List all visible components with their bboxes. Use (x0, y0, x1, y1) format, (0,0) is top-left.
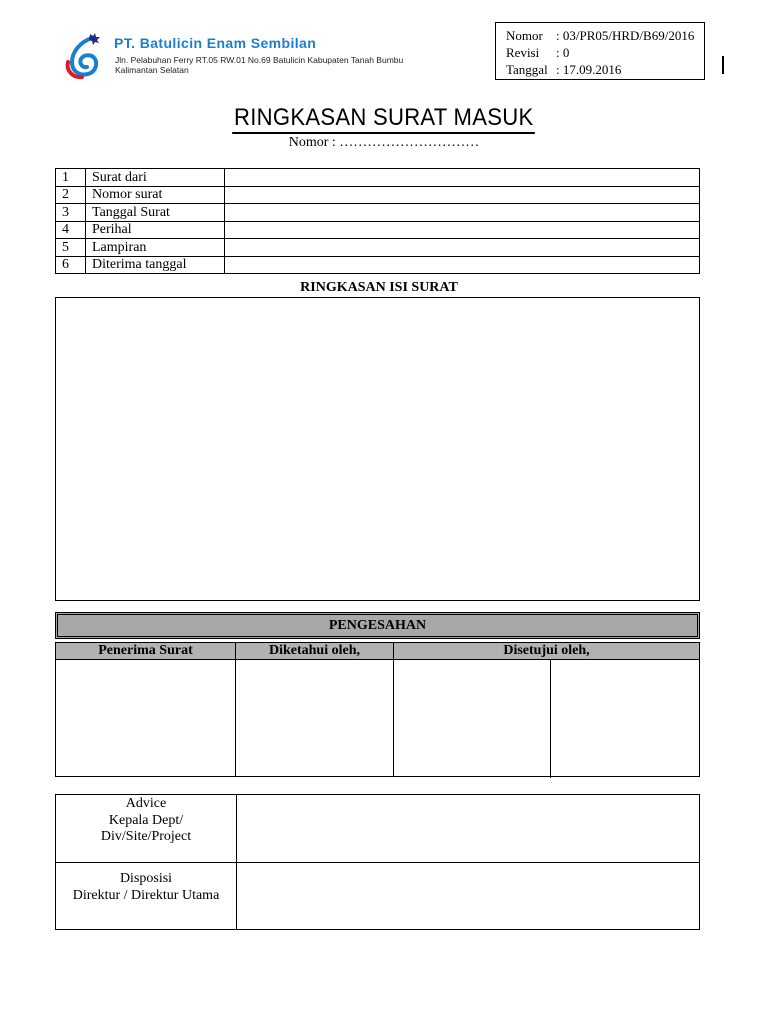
disposition-input-cell[interactable] (237, 863, 699, 929)
advice-label-line: Advice (125, 796, 167, 811)
company-address (115, 55, 445, 75)
row-number: 5 (56, 239, 86, 257)
signature-cell-disetujui-2[interactable] (551, 661, 699, 776)
company-name: PT. Batulicin Enam Sembilan (114, 35, 317, 51)
row-number: 2 (56, 186, 86, 204)
doc-info-row-revisi (506, 44, 704, 61)
column-header-diketahui: Diketahui oleh, (236, 643, 393, 660)
disposition-label-line: Direktur / Direktur Utama (72, 887, 220, 903)
summary-text-area[interactable] (55, 297, 700, 601)
signature-cell-disetujui-1[interactable] (394, 661, 550, 776)
table-row (56, 221, 700, 239)
doc-info-value: : 0 (556, 45, 570, 60)
table-row (56, 239, 700, 257)
field-label: Lampiran (86, 239, 225, 257)
signature-cell-penerima[interactable] (56, 661, 235, 776)
form-number-line: Nomor : ………………………… (288, 135, 480, 150)
address-line-2: Kalimantan Selatan (115, 65, 189, 75)
approval-table (55, 642, 700, 777)
row-number: 1 (56, 169, 86, 187)
row-number: 3 (56, 204, 86, 222)
document-info-box (495, 22, 705, 80)
field-value-perihal[interactable] (225, 221, 700, 239)
signature-cell-diketahui[interactable] (236, 661, 393, 776)
advice-disposition-table (55, 794, 700, 930)
advice-label-line: Div/Site/Project (100, 829, 192, 844)
field-label: Surat dari (86, 169, 225, 187)
company-logo-icon (62, 32, 104, 80)
doc-info-row-tanggal (506, 61, 704, 78)
advice-label (56, 796, 236, 846)
column-header-disetujui: Disetujui oleh, (394, 643, 699, 660)
doc-info-row-nomor (506, 27, 704, 44)
form-title-text: RINGKASAN SURAT MASUK (232, 104, 535, 134)
table-row (56, 204, 700, 222)
form-title (0, 104, 768, 134)
pengesahan-header: PENGESAHAN (55, 612, 700, 639)
doc-info-label: Nomor (506, 28, 543, 43)
row-number: 4 (56, 221, 86, 239)
letter-info-table (55, 168, 700, 274)
column-header-penerima: Penerima Surat (56, 643, 235, 660)
disposition-label-line: Disposisi (119, 871, 173, 886)
row-number: 6 (56, 256, 86, 274)
address-line-1: Jln. Pelabuhan Ferry RT.05 RW.01 No.69 Batulicin Kabupaten Tanah Bumbu (115, 55, 404, 65)
field-label: Diterima tanggal (86, 256, 225, 274)
table-row (56, 256, 700, 274)
doc-info-label: Tanggal (506, 62, 548, 77)
table-row (56, 186, 700, 204)
field-label: Perihal (86, 221, 225, 239)
field-value-lampiran[interactable] (225, 239, 700, 257)
doc-info-value: : 03/PR05/HRD/B69/2016 (556, 28, 695, 43)
field-value-diterima-tanggal[interactable] (225, 256, 700, 274)
disposition-label (56, 871, 236, 904)
field-value-surat-dari[interactable] (225, 169, 700, 187)
doc-info-label: Revisi (506, 45, 540, 60)
table-row (56, 169, 700, 187)
summary-section-title: RINGKASAN ISI SURAT (300, 280, 458, 295)
field-label: Nomor surat (86, 186, 225, 204)
margin-mark (722, 56, 724, 74)
field-label: Tanggal Surat (86, 204, 225, 222)
field-value-tanggal-surat[interactable] (225, 204, 700, 222)
advice-input-cell[interactable] (237, 795, 699, 862)
doc-info-value: : 17.09.2016 (556, 62, 622, 77)
advice-label-line: Kepala Dept/ (108, 812, 184, 828)
field-value-nomor-surat[interactable] (225, 186, 700, 204)
